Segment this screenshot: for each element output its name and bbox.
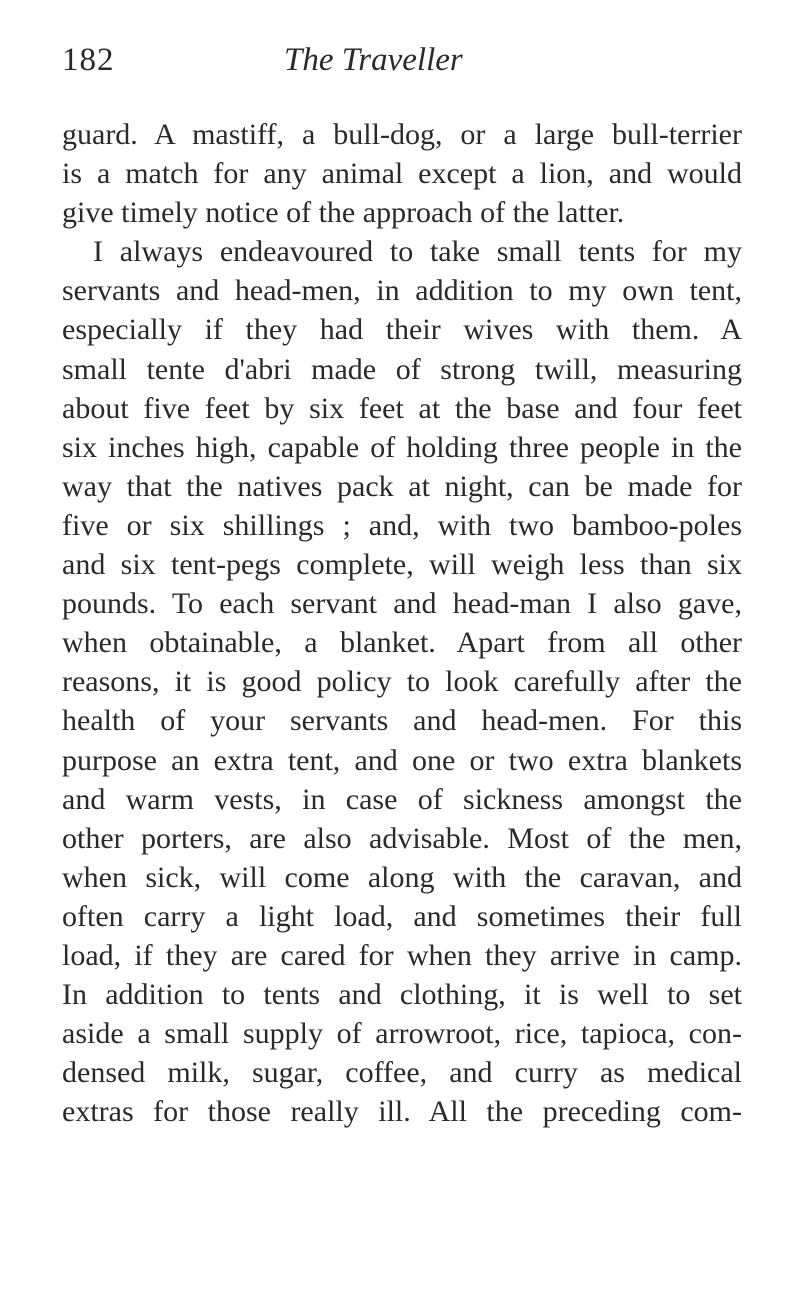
text-line: I always endeavoured to take small tents for my xyxy=(93,235,742,269)
text-line: is a match for any animal except a lion, and would xyxy=(62,157,742,191)
text-line: other porters, are also advisable. Most of the men, xyxy=(62,821,742,855)
text-line: small tente d'abri made of strong twill, measuring xyxy=(62,352,742,386)
text-line: when obtainable, a blanket. Apart from all other xyxy=(62,626,742,660)
text-line: five or six shillings ; and, with two bamboo-poles xyxy=(62,508,742,542)
text-line: health of your servants and head-men. For this xyxy=(62,704,742,738)
text-line: extras for those really ill. All the preceding com- xyxy=(62,1095,742,1129)
text-line: about five feet by six feet at the base and four feet xyxy=(62,391,742,425)
text-line: when sick, will come along with the caravan, and xyxy=(62,860,742,894)
text-line: reasons, it is good policy to look carefully after the xyxy=(62,665,742,699)
text-line: densed milk, sugar, coffee, and curry as medical xyxy=(62,1056,742,1090)
text-line: and warm vests, in case of sickness amongst the xyxy=(62,782,742,816)
running-title: The Traveller xyxy=(284,42,463,78)
text-line: purpose an extra tent, and one or two extra blankets xyxy=(62,743,742,777)
page-number: 182 xyxy=(62,42,115,78)
text-line: pounds. To each servant and head-man I also gave, xyxy=(62,587,742,621)
page-header xyxy=(62,42,742,92)
text-line: way that the natives pack at night, can be made for xyxy=(62,469,742,503)
text-line: load, if they are cared for when they arrive in camp. xyxy=(62,938,742,972)
text-line: give timely notice of the approach of the latter. xyxy=(62,196,625,230)
body-text xyxy=(62,115,742,1131)
text-line: and six tent-pegs complete, will weigh less than six xyxy=(62,548,742,582)
text-line: often carry a light load, and sometimes their full xyxy=(62,899,742,933)
text-line: especially if they had their wives with them. A xyxy=(62,313,742,347)
text-line: guard. A mastiff, a bull-dog, or a large bull-terrier xyxy=(62,118,742,151)
text-line: servants and head-men, in addition to my own tent, xyxy=(62,274,742,308)
text-line: six inches high, capable of holding three people in the xyxy=(62,430,742,464)
text-line: aside a small supply of arrowroot, rice, tapioca, con- xyxy=(62,1017,742,1051)
text-line: In addition to tents and clothing, it is well to set xyxy=(62,978,742,1012)
